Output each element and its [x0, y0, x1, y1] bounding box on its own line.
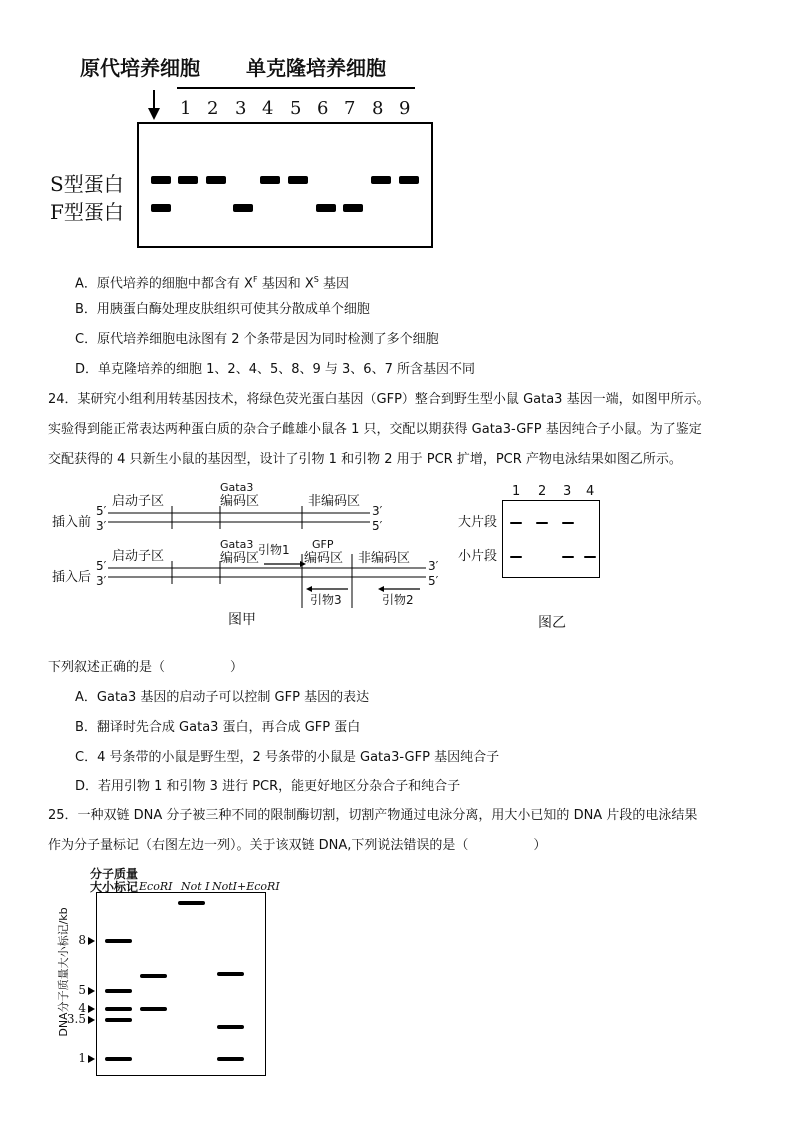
option-text: 用胰蛋白酶处理皮肤组织可使其分散成单个细胞	[96, 302, 370, 317]
option-letter: D．	[75, 362, 99, 377]
q24-question: 下列叙述正确的是（ ）	[48, 660, 244, 675]
lane-number: 3	[563, 484, 572, 499]
lane-number: 6	[317, 98, 329, 119]
tick-arrow-icon	[88, 937, 95, 945]
header-line: 大小标记	[90, 880, 139, 894]
lane-number: 3	[235, 98, 247, 119]
band-s-protein	[288, 176, 308, 184]
band-noti-ecori	[217, 1057, 244, 1061]
caption-jia: 图甲	[228, 612, 256, 628]
label-gata3: Gata3	[220, 538, 254, 551]
tick-arrow-icon	[88, 987, 95, 995]
bracket-line	[177, 87, 415, 89]
band-noti-ecori	[217, 972, 244, 976]
row-label-f-protein: F型蛋白	[50, 200, 124, 224]
band-small	[562, 556, 574, 558]
option-letter: A．	[75, 276, 97, 292]
band-s-protein	[371, 176, 391, 184]
option-text: 4 号条带的小鼠是野生型，2 号条带的小鼠是 Gata3-GFP 基因纯合子	[97, 750, 500, 765]
label-noncoding: 非编码区	[358, 551, 411, 566]
figure-jia	[40, 478, 460, 628]
option-c	[75, 750, 499, 766]
option-text: 原代培养的细胞中都含有 X	[96, 276, 253, 292]
label-promoter: 启动子区	[112, 494, 165, 509]
label-promoter: 启动子区	[112, 549, 165, 564]
y-tick-label: 1	[78, 1051, 86, 1065]
stem-line: 实验得到能正常表达两种蛋白质的杂合子雌雄小鼠各 1 只，交配以期获得 Gata3-GFP 基因纯合子小鼠。为了鉴定	[48, 422, 702, 437]
lane-number: 7	[344, 98, 356, 119]
band-marker	[105, 1018, 132, 1022]
option-letter: D．	[75, 779, 99, 794]
gel-box	[96, 892, 266, 1076]
band-marker	[105, 989, 132, 993]
gel-box	[502, 500, 600, 578]
band-large	[562, 522, 574, 524]
band-ecori	[140, 1007, 167, 1011]
tick-arrow-icon	[88, 1005, 95, 1013]
option-b	[75, 720, 360, 736]
caption-yi: 图乙	[538, 615, 566, 631]
y-tick-label: 5	[78, 983, 86, 997]
lane-number: 2	[538, 484, 547, 499]
y-tick-label: 4	[78, 1001, 86, 1015]
band-s-protein	[151, 176, 171, 184]
down-arrow-icon	[146, 88, 162, 122]
option-text: 翻译时先合成 Gata3 蛋白，再合成 GFP 蛋白	[96, 720, 361, 735]
end-label: 5′	[96, 504, 107, 518]
label-after: 插入后	[52, 570, 92, 585]
band-large	[510, 522, 522, 524]
band-s-protein	[178, 176, 198, 184]
option-text: 基因	[318, 276, 349, 292]
end-label: 3′	[96, 574, 107, 588]
gel-box	[137, 122, 433, 248]
header-marker	[90, 868, 138, 894]
label-noncoding: 非编码区	[308, 494, 361, 509]
option-d	[75, 779, 460, 795]
stem-line: 24．某研究小组利用转基因技术，将绿色荧光蛋白基因（GFP）整合到野生型小鼠 Gata3 基因一端，如图甲所示。	[48, 392, 710, 407]
col-noti-ecori: NotI+EcoRI	[212, 880, 280, 893]
option-letter: B．	[75, 720, 97, 735]
option-text: 若用引物 1 和引物 3 进行 PCR，能更好地区分杂合子和纯合子	[98, 779, 461, 794]
option-text: 基因和 X	[257, 276, 314, 292]
header-line: 分子质量	[90, 867, 139, 881]
option-c	[75, 332, 439, 348]
band-s-protein	[206, 176, 226, 184]
option-text: Gata3 基因的启动子可以控制 GFP 基因的表达	[96, 690, 370, 705]
band-f-protein	[343, 204, 363, 212]
band-s-protein	[399, 176, 419, 184]
end-label: 5′	[96, 559, 107, 573]
band-f-protein	[151, 204, 171, 212]
band-marker	[105, 1057, 132, 1061]
option-b	[75, 302, 370, 318]
band-noti	[178, 901, 205, 905]
col-ecori: EcoRI	[139, 880, 173, 893]
option-text: 原代培养细胞电泳图有 2 个条带是因为同时检测了多个细胞	[97, 332, 439, 347]
band-small	[584, 556, 596, 558]
row-label-s-protein: S型蛋白	[50, 172, 124, 196]
lane-number: 2	[207, 98, 219, 119]
option-letter: C．	[75, 750, 98, 765]
option-letter: B．	[75, 302, 97, 317]
band-s-protein	[260, 176, 280, 184]
label-small-fragment: 小片段	[458, 549, 498, 564]
label-primer1: 引物1	[258, 543, 290, 557]
label-primer2: 引物2	[382, 593, 414, 607]
y-tick-label: 3.5	[66, 1012, 86, 1026]
option-letter: C．	[75, 332, 98, 347]
label-coding: 编码区	[220, 551, 260, 566]
band-f-protein	[316, 204, 336, 212]
stem-line: 作为分子量标记（右图左边一列）。关于该双链 DNA,下列说法错误的是（ ）	[48, 838, 547, 853]
label-before: 插入前	[52, 515, 92, 530]
label-large-fragment: 大片段	[458, 515, 498, 530]
option-letter: A．	[75, 690, 97, 705]
band-large	[536, 522, 548, 524]
band-marker	[105, 939, 132, 943]
option-a	[75, 690, 369, 706]
label-primary-culture: 原代培养细胞	[80, 56, 200, 80]
label-primer3: 引物3	[310, 593, 342, 607]
end-label: 3′	[428, 559, 439, 573]
label-coding: 编码区	[220, 494, 260, 509]
band-noti-ecori	[217, 1025, 244, 1029]
stem-line: 交配获得的 4 只新生小鼠的基因型，设计了引物 1 和引物 2 用于 PCR 扩增，PCR 产物电泳结果如图乙所示。	[48, 452, 682, 467]
label-coding: 编码区	[304, 551, 344, 566]
lane-number: 4	[586, 484, 595, 499]
lane-number: 5	[290, 98, 302, 119]
label-gata3: Gata3	[220, 481, 254, 494]
end-label: 5′	[428, 574, 439, 588]
label-monoclonal-culture: 单克隆培养细胞	[246, 56, 386, 80]
end-label: 3′	[96, 519, 107, 533]
band-ecori	[140, 974, 167, 978]
superscript: F	[252, 275, 258, 284]
lane-number: 1	[512, 484, 521, 499]
col-noti: Not I	[181, 880, 210, 893]
y-axis-label: DNA分子质量大小标记/kb	[57, 907, 70, 1037]
y-tick-label: 8	[78, 933, 86, 947]
stem-line: 25．一种双链 DNA 分子被三种不同的限制酶切割，切割产物通过电泳分离，用大小已知的 DNA 片段的电泳结果	[48, 808, 698, 823]
tick-arrow-icon	[88, 1055, 95, 1063]
end-label: 5′	[372, 519, 383, 533]
lane-number: 1	[180, 98, 192, 119]
option-a	[75, 272, 349, 292]
band-f-protein	[233, 204, 253, 212]
tick-arrow-icon	[88, 1016, 95, 1024]
option-d	[75, 362, 475, 378]
label-gfp: GFP	[312, 538, 334, 551]
lane-number: 8	[372, 98, 384, 119]
band-marker	[105, 1007, 132, 1011]
lane-number: 9	[399, 98, 411, 119]
band-small	[510, 556, 522, 558]
end-label: 3′	[372, 504, 383, 518]
lane-number: 4	[262, 98, 274, 119]
superscript: S	[313, 275, 319, 284]
option-text: 单克隆培养的细胞 1、2、4、5、8、9 与 3、6、7 所含基因不同	[98, 362, 475, 377]
